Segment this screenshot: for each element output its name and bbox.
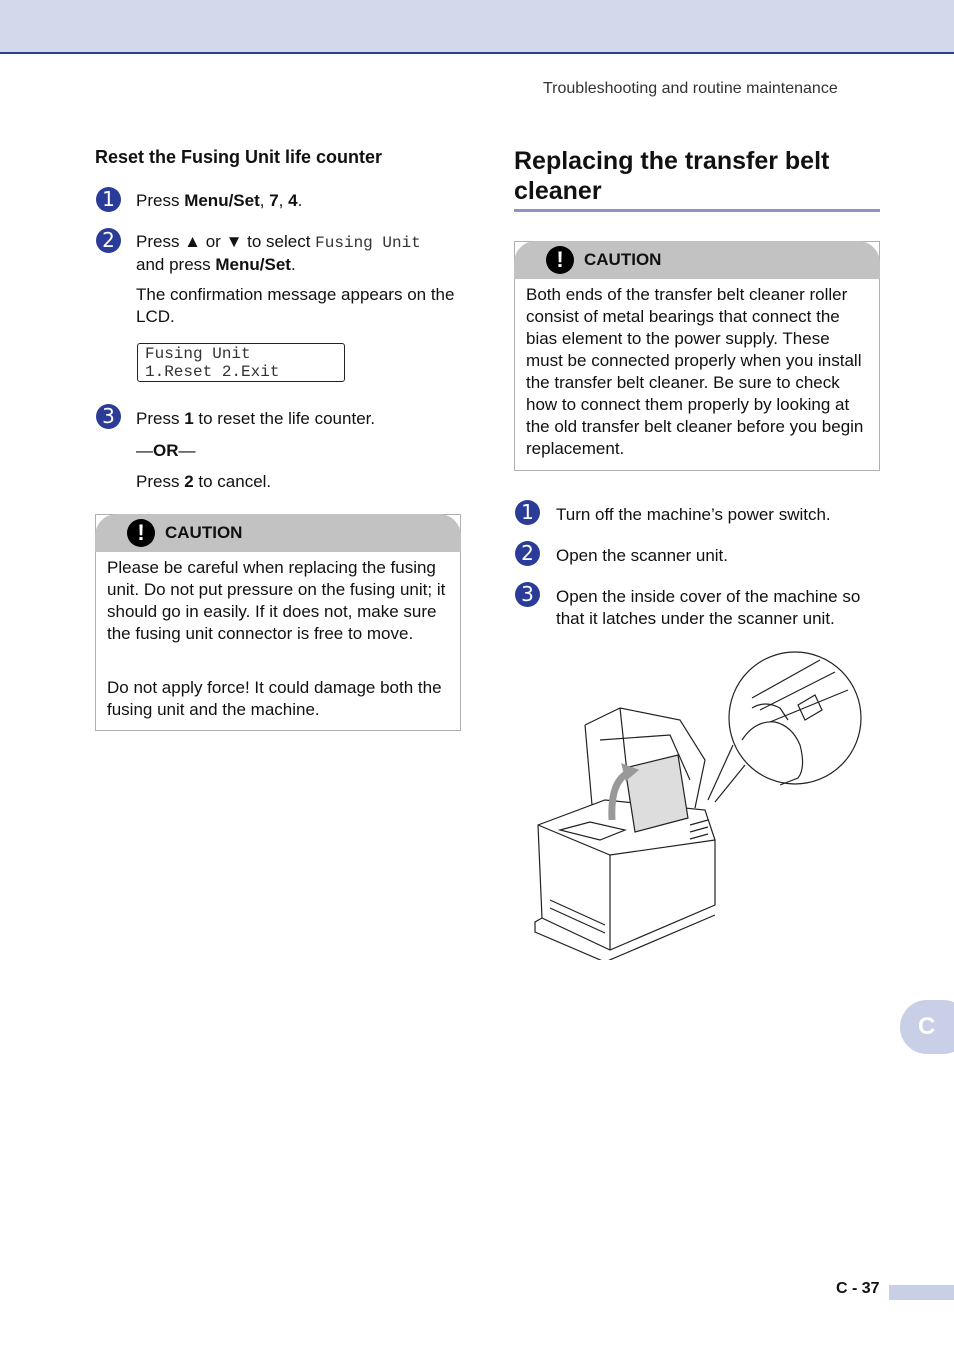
right-step-1-number: 1: [515, 500, 540, 525]
right-step-2-text: Open the scanner unit.: [556, 546, 729, 565]
step-2-text: Press ▲ or ▼ to select Fusing Unit and press Menu/Set.: [136, 232, 421, 274]
step-1-text: Press Menu/Set, 7, 4.: [136, 191, 303, 210]
lcd-line-1: Fusing Unit: [145, 345, 251, 363]
caution-box-left: [95, 514, 461, 731]
running-head: Troubleshooting and routine maintenance: [543, 80, 838, 97]
right-step-3-number: 3: [515, 582, 540, 607]
step-3-number: 3: [96, 404, 121, 429]
caution-text: Both ends of the transfer belt cleaner roller consist of metal bearings that connect the bias element to the power supply. These must be connected properly when you install the transfer belt cleaner. Be sure to check how to connect them properly by looking at the old transfer belt cleaner before you begin replacement.: [526, 285, 864, 458]
page-number: C - 37: [836, 1280, 880, 1297]
caution-label: CAUTION: [584, 250, 662, 269]
exclamation-icon: !: [546, 246, 574, 274]
top-band: [0, 0, 954, 54]
step-2-para: The confirmation message appears on the LCD.: [136, 285, 455, 326]
title-rule: [514, 209, 880, 212]
step-1-number: 1: [96, 187, 121, 212]
chapter-tab: C: [900, 1000, 954, 1054]
caution-label: CAUTION: [165, 523, 243, 542]
caution-header: [514, 241, 880, 279]
caution-box-right: [514, 241, 880, 471]
step-3-cancel: Press 2 to cancel.: [136, 472, 272, 491]
caution-text-1: Please be careful when replacing the fusing unit. Do not put pressure on the fusing unit; it should go in easily. If it does not, make sure the fusing unit connector is free to move.: [107, 558, 446, 643]
lcd-display: [137, 343, 345, 382]
step-3-text: Press 1 to reset the life counter.: [136, 409, 376, 428]
caution-text-2: Do not apply force! It could damage both the fusing unit and the machine.: [107, 678, 442, 719]
right-step-2-number: 2: [515, 541, 540, 566]
exclamation-icon: !: [127, 519, 155, 547]
section-subheading: Reset the Fusing Unit life counter: [95, 147, 383, 167]
printer-illustration: [530, 650, 870, 960]
step-3-or: —OR—: [136, 441, 196, 460]
page-bar: [889, 1285, 954, 1300]
right-step-3-text: Open the inside cover of the machine so that it latches under the scanner unit.: [556, 587, 861, 628]
step-2-number: 2: [96, 228, 121, 253]
caution-header: [95, 514, 461, 552]
right-step-1-text: Turn off the machine’s power switch.: [556, 505, 831, 524]
page-title: Replacing the transfer belt cleaner: [514, 147, 830, 205]
lcd-line-2: 1.Reset 2.Exit: [145, 363, 280, 381]
